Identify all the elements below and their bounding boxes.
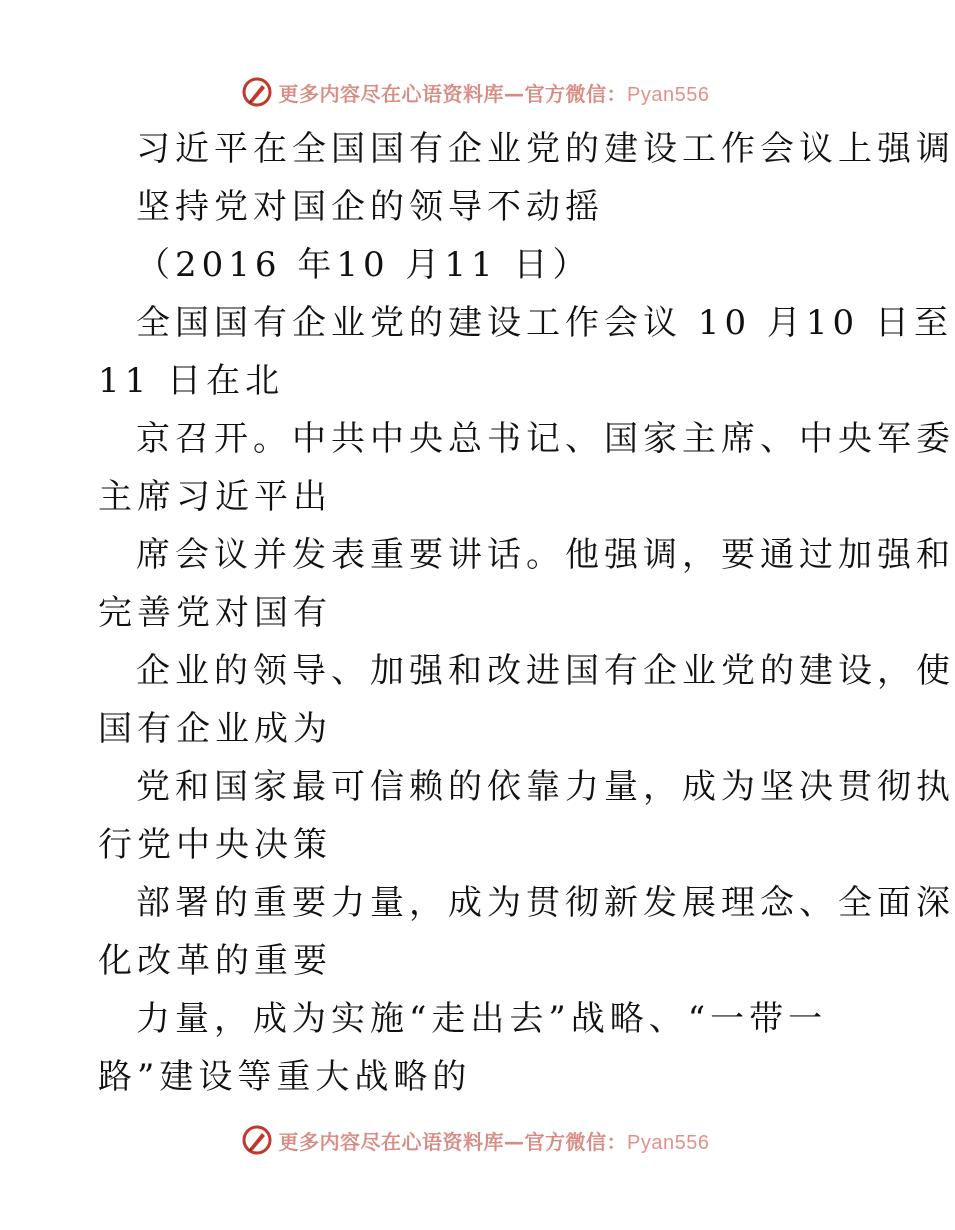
pen-logo-icon bbox=[241, 1124, 273, 1156]
text-line: 全国国有企业党的建设工作会议 10 月10 日至 bbox=[136, 303, 953, 343]
text-line: 企业的领导、加强和改进国有企业党的建设，使 bbox=[136, 651, 955, 691]
article-date: （2016 年10 月11 日） bbox=[136, 245, 592, 285]
text-line: 行党中央决策 bbox=[98, 825, 332, 865]
article-subtitle: 坚持党对国企的领导不动摇 bbox=[136, 187, 604, 227]
watermark-wechat-id: Pyan556 bbox=[627, 1131, 710, 1154]
header-watermark bbox=[0, 72, 950, 112]
text-line: 主席习近平出 bbox=[98, 477, 332, 517]
text-line: 国有企业成为 bbox=[98, 709, 332, 749]
article-paragraph bbox=[98, 294, 955, 1106]
footer-watermark bbox=[0, 1120, 950, 1160]
text-line: 化改革的重要 bbox=[98, 941, 332, 981]
watermark-text: 更多内容尽在心语资料库—官方微信：Pyan556 bbox=[278, 81, 710, 106]
watermark-group bbox=[241, 76, 710, 108]
watermark-group bbox=[241, 1124, 710, 1156]
text-line: 部署的重要力量，成为贯彻新发展理念、全面深 bbox=[136, 883, 955, 923]
watermark-wechat-id: Pyan556 bbox=[627, 83, 710, 106]
text-line: 席会议并发表重要讲话。他强调，要通过加强和 bbox=[136, 535, 955, 575]
text-line: 党和国家最可信赖的依靠力量，成为坚决贯彻执 bbox=[136, 767, 955, 807]
text-line: 路”建设等重大战略的 bbox=[98, 1057, 472, 1097]
article-title: 习近平在全国国有企业党的建设工作会议上强调 bbox=[136, 129, 955, 169]
text-line: 11 日在北 bbox=[98, 361, 285, 401]
text-line: 京召开。中共中央总书记、国家主席、中央军委 bbox=[136, 419, 955, 459]
watermark-text: 更多内容尽在心语资料库—官方微信：Pyan556 bbox=[278, 1129, 710, 1154]
pen-logo-icon bbox=[241, 76, 273, 108]
text-line: 力量，成为实施“走出去”战略、“一带一 bbox=[136, 999, 828, 1039]
document-body bbox=[98, 120, 955, 1106]
text-line: 完善党对国有 bbox=[98, 593, 332, 633]
